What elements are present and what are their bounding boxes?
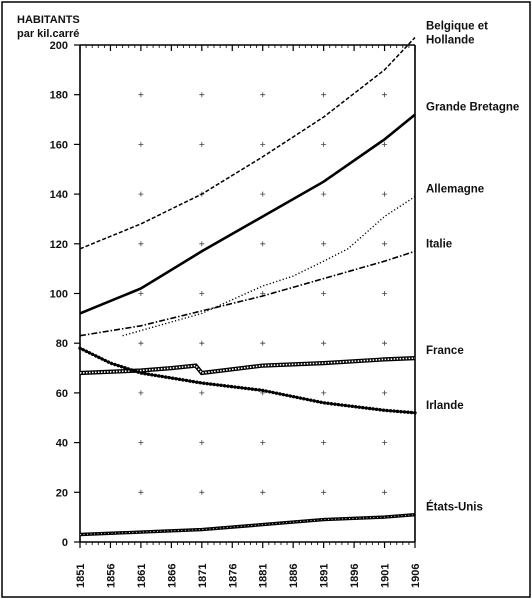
grid-marker (260, 440, 265, 445)
series-line-1 (80, 38, 415, 249)
y-tick-label: 140 (49, 189, 68, 202)
grid-marker (382, 192, 387, 197)
grid-marker (199, 92, 204, 97)
grid-marker (382, 440, 387, 445)
series-line-7 (80, 515, 415, 535)
series-label-1: Belgique et (426, 20, 488, 33)
series-line-6-dots (80, 348, 415, 413)
x-tick-label: 1891 (318, 563, 331, 588)
grid-marker (321, 192, 326, 197)
grid-marker (260, 341, 265, 346)
series-label-3: Allemagne (426, 183, 485, 196)
y-tick-label: 180 (49, 89, 68, 102)
grid-marker (321, 440, 326, 445)
grid-marker (260, 92, 265, 97)
grid-marker (382, 92, 387, 97)
grid-marker (199, 490, 204, 495)
grid-marker (138, 390, 143, 395)
grid-marker (321, 291, 326, 296)
x-tick-label: 1896 (349, 563, 362, 588)
grid-marker (321, 92, 326, 97)
x-tick-label: 1906 (410, 563, 422, 588)
grid-layer (138, 92, 387, 495)
y-tick-label: 120 (49, 238, 68, 251)
grid-marker (321, 142, 326, 147)
y-tick-label: 40 (55, 437, 68, 450)
grid-marker (199, 440, 204, 445)
ylabel-line-1: HABITANTS (17, 14, 80, 26)
grid-marker (138, 291, 143, 296)
grid-marker (382, 142, 387, 147)
series-line-6 (80, 348, 415, 413)
series-label-5: France (426, 345, 464, 358)
x-tick-label: 1856 (105, 563, 118, 588)
grid-marker (199, 142, 204, 147)
grid-marker (382, 490, 387, 495)
grid-marker (260, 142, 265, 147)
series-label-7: États-Unis (426, 501, 483, 514)
grid-marker (199, 291, 204, 296)
y-tick-label: 80 (55, 338, 68, 351)
y-tick-label: 60 (55, 387, 68, 400)
grid-marker (199, 241, 204, 246)
grid-marker (382, 390, 387, 395)
x-tick-label: 1886 (288, 563, 301, 588)
x-tick-label: 1861 (135, 563, 148, 588)
series-layer (80, 38, 415, 535)
grid-marker (199, 390, 204, 395)
grid-marker (138, 92, 143, 97)
y-tick-label: 0 (61, 537, 68, 549)
y-tick-label: 200 (49, 40, 68, 52)
grid-marker (138, 241, 143, 246)
y-tick-label: 160 (49, 139, 68, 152)
series-label-4: Italie (426, 238, 453, 251)
series-label-1: Hollande (426, 34, 475, 47)
x-tick-label: 1871 (196, 563, 209, 588)
series-label-layer (426, 21, 519, 514)
grid-marker (199, 341, 204, 346)
grid-marker (321, 490, 326, 495)
series-line-3 (123, 197, 415, 336)
grid-marker (260, 192, 265, 197)
grid-marker (321, 241, 326, 246)
grid-marker (138, 440, 143, 445)
grid-marker (138, 341, 143, 346)
grid-marker (321, 390, 326, 395)
series-label-2: Grande Bretagne (426, 101, 520, 114)
x-tick-label: 1851 (75, 563, 87, 588)
grid-marker (138, 192, 143, 197)
x-tick-label: 1866 (166, 563, 179, 588)
grid-marker (260, 241, 265, 246)
y-tick-label: 100 (49, 288, 68, 301)
grid-marker (321, 341, 326, 346)
ylabel-line-2: par kil.carré (17, 28, 80, 40)
x-tick-label: 1901 (379, 563, 392, 588)
series-line-2 (80, 115, 415, 314)
y-tick-label: 20 (55, 487, 68, 500)
grid-marker (138, 142, 143, 147)
grid-marker (382, 291, 387, 296)
x-tick-label: 1876 (227, 563, 240, 588)
axes-layer (50, 40, 422, 588)
grid-marker (382, 241, 387, 246)
series-label-6: Irlande (426, 399, 464, 412)
grid-marker (382, 341, 387, 346)
grid-marker (138, 490, 143, 495)
x-tick-label: 1881 (257, 563, 270, 588)
grid-marker (260, 490, 265, 495)
